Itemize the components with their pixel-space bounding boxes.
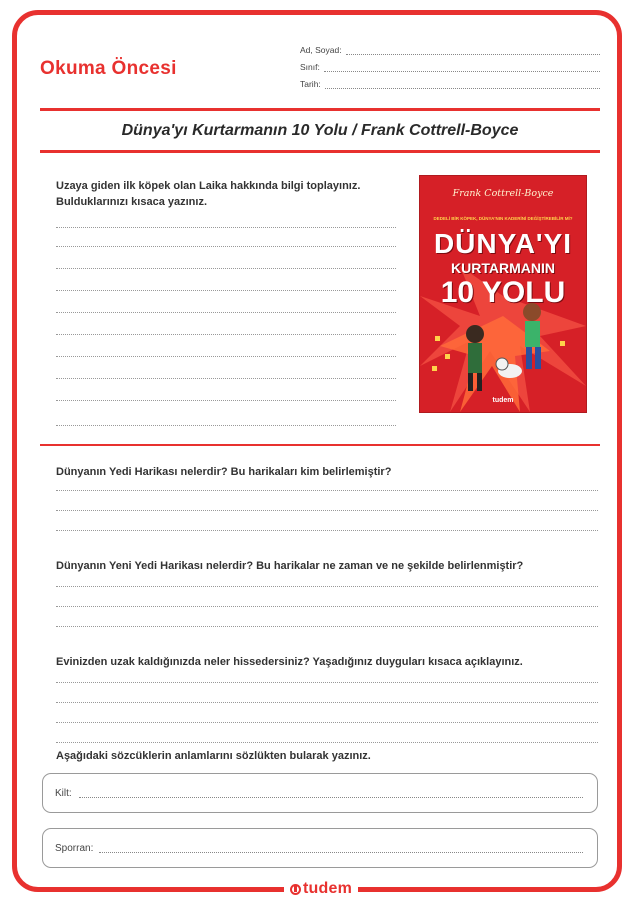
answer-line[interactable]	[56, 268, 396, 269]
answer-line[interactable]	[56, 682, 598, 683]
answer-line[interactable]	[56, 290, 396, 291]
vocab-box-kilt[interactable]	[42, 773, 598, 813]
title-divider	[40, 150, 600, 153]
vocab-box-sporran[interactable]	[42, 828, 598, 868]
answer-line[interactable]	[56, 702, 598, 703]
answer-line[interactable]	[56, 510, 598, 511]
section-divider	[40, 444, 600, 446]
answer-line[interactable]	[56, 312, 396, 313]
class-field[interactable]: Sınıf:	[300, 62, 600, 72]
answer-line[interactable]	[56, 356, 396, 357]
cover-publisher: tudem	[492, 397, 514, 404]
tudem-logo-text: tudem	[303, 880, 352, 897]
tudem-logo	[284, 880, 358, 898]
answer-line[interactable]	[56, 722, 598, 723]
question-vocabulary: Aşağıdaki sözcüklerin anlamlarını sözlükten bularak yazınız.	[56, 750, 371, 762]
answer-line[interactable]	[56, 490, 598, 491]
vocab-word-label: Kilt:	[55, 788, 72, 799]
question-laika: Uzaya giden ilk köpek olan Laika hakkında bilgi toplayınız. Bulduklarınızı kısaca yazınız.	[56, 180, 361, 208]
question-feelings: Evinizden uzak kaldığınızda neler hissedersiniz? Yaşadığınız duyguları kısaca açıklayınız.	[56, 656, 523, 668]
cover-tagline: DEDELİ BİR KÖPEK, DÜNYA'NIN KADERİNİ DEĞİŞTİREBİLİR Mİ?	[433, 216, 573, 221]
answer-line[interactable]	[56, 586, 598, 587]
answer-line[interactable]	[56, 626, 598, 627]
name-field[interactable]: Ad, Soyad:	[300, 45, 600, 55]
book-title: Dünya'yı Kurtarmanın 10 Yolu / Frank Cottrell-Boyce	[121, 122, 519, 139]
page-title: Okuma Öncesi	[40, 58, 177, 79]
cover-title-line2: KURTARMANIN	[451, 260, 555, 276]
answer-line[interactable]	[56, 246, 396, 247]
vocab-word-label: Sporran:	[55, 843, 94, 854]
cover-title-line3: 10 YOLU	[440, 276, 566, 309]
answer-line[interactable]	[56, 606, 598, 607]
question-new-seven-wonders: Dünyanın Yeni Yedi Harikası nelerdir? Bu harikalar ne zaman ve ne şekilde belirlenmiştir?	[56, 560, 524, 572]
answer-line[interactable]	[56, 425, 396, 426]
answer-line[interactable]	[56, 530, 598, 531]
date-field[interactable]: Tarih:	[300, 79, 600, 89]
answer-line[interactable]	[56, 227, 396, 228]
answer-line[interactable]	[56, 378, 396, 379]
answer-line[interactable]	[56, 400, 396, 401]
tudem-logo-icon	[290, 884, 301, 895]
header-divider	[40, 108, 600, 111]
cover-author: Frank Cottrell-Boyce	[452, 188, 554, 199]
cover-title-line1: DÜNYA'YI	[433, 228, 573, 259]
question-seven-wonders: Dünyanın Yedi Harikası nelerdir? Bu harikaları kim belirlemiştir?	[56, 466, 392, 478]
answer-line[interactable]	[56, 742, 598, 743]
answer-line[interactable]	[56, 334, 396, 335]
book-cover-image	[420, 176, 586, 412]
